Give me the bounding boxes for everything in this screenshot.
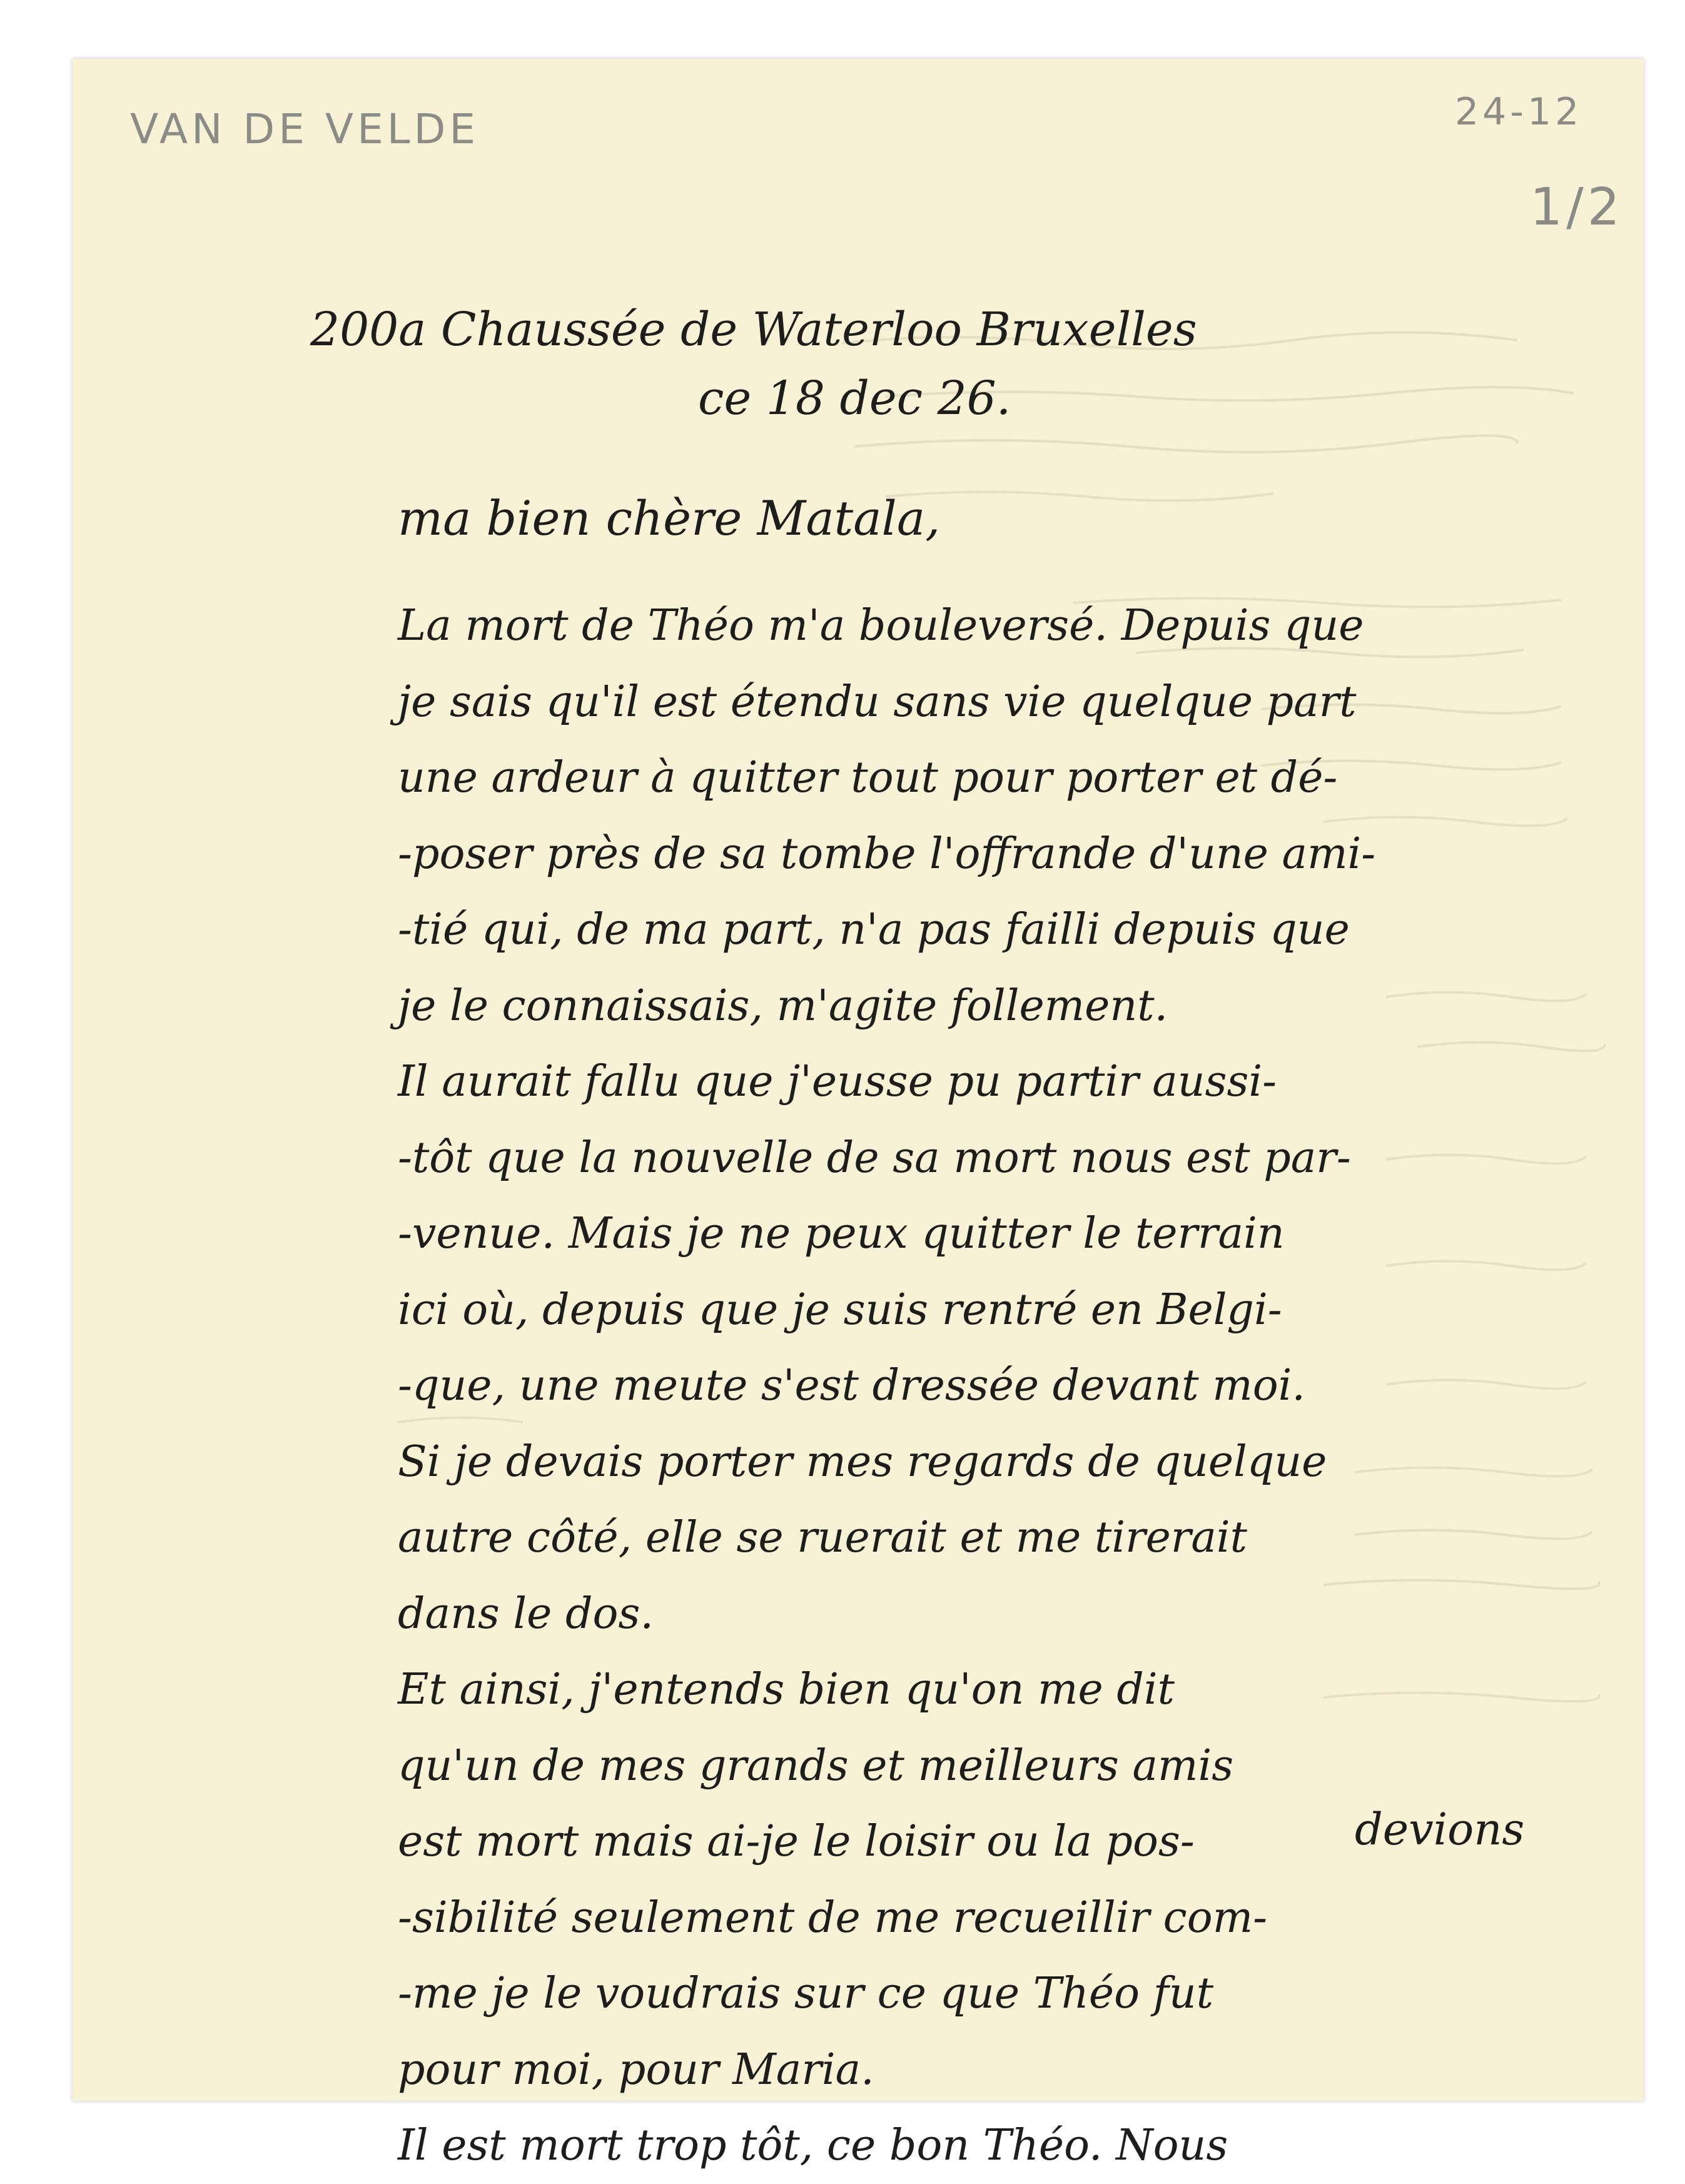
body-line: pour moi, pour Maria. — [398, 2045, 874, 2095]
body-line: je sais qu'il est étendu sans vie quelque part — [398, 677, 1357, 727]
body-line: une ardeur à quitter tout pour porter et dé- — [398, 753, 1338, 802]
body-line: -tôt que la nouvelle de sa mort nous est par- — [398, 1133, 1351, 1183]
body-line: ici où, depuis que je suis rentré en Belgi- — [398, 1285, 1282, 1335]
salutation: ma bien chère Matala, — [398, 490, 941, 546]
sender-address: 200a Chaussée de Waterloo Bruxelles — [310, 303, 1197, 356]
body-line: -sibilité seulement de me recueillir com- — [398, 1893, 1268, 1943]
letter-body — [398, 588, 1586, 2184]
body-line: -venue. Mais je ne peux quitter le terrain — [398, 1209, 1285, 1258]
body-line: -poser près de sa tombe l'offrande d'une ami- — [398, 829, 1376, 879]
body-line: La mort de Théo m'a bouleversé. Depuis que — [398, 601, 1364, 650]
body-line: est mort mais ai-je le loisir ou la pos- — [398, 1817, 1195, 1866]
page-number: 1/2 — [1530, 178, 1624, 237]
letter-date: ce 18 dec 26. — [698, 372, 1011, 425]
archive-reference: 24-12 — [1455, 90, 1583, 134]
catchword: devions — [1355, 1804, 1525, 1855]
body-line: Il aurait fallu que j'eusse pu partir aussi- — [398, 1057, 1277, 1106]
body-line: Et ainsi, j'entends bien qu'on me dit — [398, 1665, 1175, 1714]
letter-sheet — [73, 59, 1644, 2170]
body-line: -que, une meute s'est dressée devant moi. — [398, 1361, 1306, 1410]
body-line: -me je le voudrais sur ce que Théo fut — [398, 1969, 1214, 2018]
body-line: -tié qui, de ma part, n'a pas failli depuis que — [398, 905, 1350, 954]
body-line: dans le dos. — [398, 1589, 654, 1639]
archive-label: VAN DE VELDE — [130, 105, 480, 153]
body-line: autre côté, elle se ruerait et me tirerait — [398, 1513, 1247, 1562]
body-line: Il est mort trop tôt, ce bon Théo. Nous — [398, 2121, 1228, 2170]
body-line: je le connaissais, m'agite follement. — [398, 981, 1168, 1031]
body-line: Si je devais porter mes regards de quelque — [398, 1437, 1327, 1487]
body-line: qu'un de mes grands et meilleurs amis — [398, 1741, 1234, 1791]
